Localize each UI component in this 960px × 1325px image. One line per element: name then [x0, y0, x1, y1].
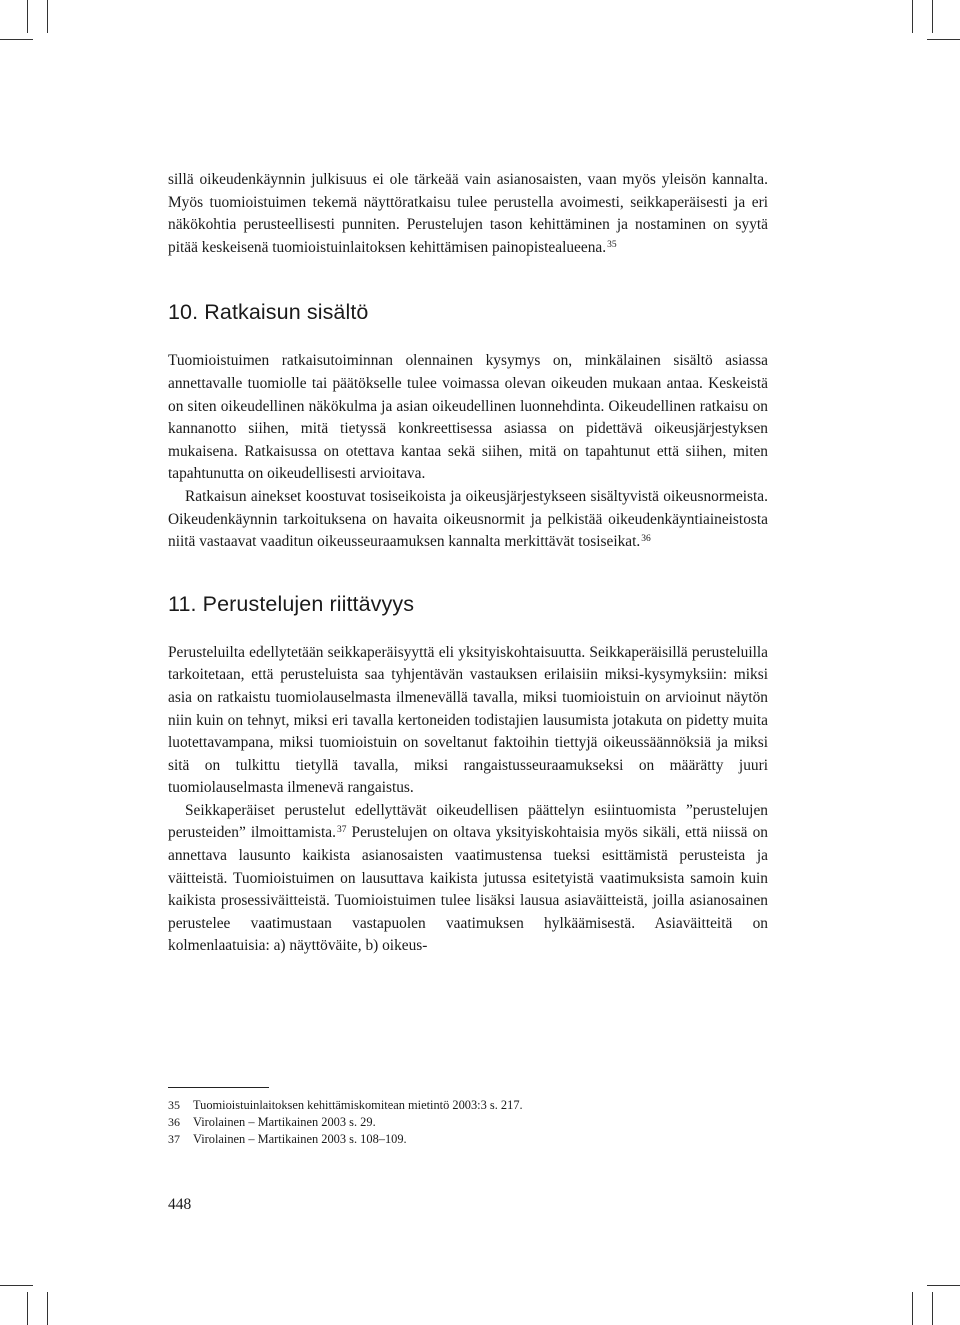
crop-mark — [47, 1292, 48, 1325]
paragraph-section11-2 — [168, 800, 768, 958]
crop-mark — [912, 0, 913, 33]
footnote-text: Virolainen – Martikainen 2003 s. 108–109. — [193, 1132, 407, 1146]
footnote-number: 35 — [168, 1098, 180, 1112]
paragraph-section11-1: Perusteluilta edellytetään seikkaperäisyyttä eli yksityiskohtaisuutta. Seikkaperäisillä perusteluilla tarkoitetaan, että perusteluista saa tyhjentävän vastauksen erilaisiin miksi-kysymyksiin: miksi asia on ratkaistu tuomiolauselmasta ilmenevällä tavalla, miksi tuomioistuin on arvioinut näytön niin kuin on tehnyt, miksi eri tavalla kertoneiden todistajien lausumista jotakuta on pidetty muita luotettavampana, miksi tuomioistuin on soveltanut faktoihin tiettyjä oikeussäännöksiä ja miksi sitä on tulkittu tietyllä tavalla, miksi rangaistusseuraamukseksi on määrätty juuri tuomiolauselmasta ilmenevä rangaistus. — [168, 643, 768, 797]
crop-mark — [932, 0, 933, 33]
footnote-number: 36 — [168, 1115, 180, 1129]
page-number: 448 — [168, 1196, 192, 1213]
crop-mark — [27, 1292, 28, 1325]
crop-mark — [47, 0, 48, 33]
paragraph-section10-2 — [168, 486, 768, 554]
paragraph-intro — [168, 169, 768, 259]
section-heading-10: 10. Ratkaisun sisältö — [168, 300, 369, 325]
paragraph-text: sillä oikeudenkäynnin julkisuus ei ole tärkeää vain asianosaisten, vaan myös yleisön kannalta. Myös tuomioistuimen tekemä näyttöratkaisu tulee perustella avoimesti, seikkaperäisesti ja eri näkökohtia perusteellisesti punniten. Perustelujen tason kehittäminen ja nostaminen on syytä pitää keskeisenä tuomioistuinlaitoksen kehittämisen painopistealueena. — [168, 171, 768, 256]
paragraph-text: Perustelujen on oltava yksityiskohtaisia myös sikäli, että niissä on annettava lausunto kaikista asianosaisten vaatimustensa tueksi esittämistä perusteista ja väitteistä. Tuomioistuimen on lausuttava kaikista jutussa esitetyistä vaatimuksista samoin kuin kaikista prosessiväitteistä. Tuomioistuimen tulee lisäksi lausua asiaväitteistä, joilla asianosainen perustelee vaatimustaan vastapuolen vaatimuksen hylkäämisestä. Asiaväitteitä on kolmenlaatuisia: a) näyttöväite, b) oikeus- — [168, 824, 768, 955]
footnote — [168, 1131, 407, 1147]
crop-mark — [927, 1285, 960, 1286]
footnote-ref: 36 — [641, 534, 651, 545]
footnote-ref: 35 — [607, 239, 617, 250]
crop-mark — [927, 39, 960, 40]
paragraph-section10-1: Tuomioistuimen ratkaisutoiminnan olennainen kysymys on, minkälainen sisältö asiassa annettavalle tuomiolle tai päätökselle tulee voimassa olevan oikeuden mukaan antaa. Keskeistä on siten oikeudellinen näkökulma ja asian oikeudellinen luonnehdinta. Oikeudellinen ratkaisu on kannanotto siihen, mitä tietyssä konkreettisessa asiassa on pidettävä oikeusjärjestyksen mukaisena. Ratkaisussa on otettava kantaa sekä siihen, mitä on tapahtunut että siihen, miten tapahtunutta on oikeudellisesti arvioitava. — [168, 352, 768, 483]
crop-mark — [932, 1292, 933, 1325]
crop-mark — [0, 39, 33, 40]
footnote-text: Virolainen – Martikainen 2003 s. 29. — [193, 1115, 376, 1129]
footnote-text: Tuomioistuinlaitoksen kehittämiskomitean mietintö 2003:3 s. 217. — [193, 1098, 523, 1112]
crop-mark — [912, 1292, 913, 1325]
paragraph-text: Ratkaisun ainekset koostuvat tosiseikoista ja oikeusjärjestykseen sisältyvistä oikeusnormeista. Oikeudenkäynnin tarkoituksena on havaita oikeusnormit ja pelkistää oikeudenkäyntiaineistosta niitä vastaavat vaaditun oikeusseuraamuksen kannalta merkittävät tosiseikat. — [168, 487, 768, 551]
footnote — [168, 1114, 376, 1130]
footnote-number: 37 — [168, 1132, 180, 1146]
paragraph-text: Seikkaperäiset perustelut edellyttävät oikeudellisen päättelyn esiintuomista ”perustelujen perusteiden” ilmoittamista. — [168, 801, 768, 842]
footnote — [168, 1097, 523, 1113]
footnote-separator — [168, 1087, 269, 1088]
crop-mark — [27, 0, 28, 33]
page-body — [168, 169, 768, 958]
footnote-ref: 37 — [336, 825, 347, 836]
section-heading-11: 11. Perustelujen riittävyys — [168, 591, 415, 616]
crop-mark — [0, 1285, 33, 1286]
